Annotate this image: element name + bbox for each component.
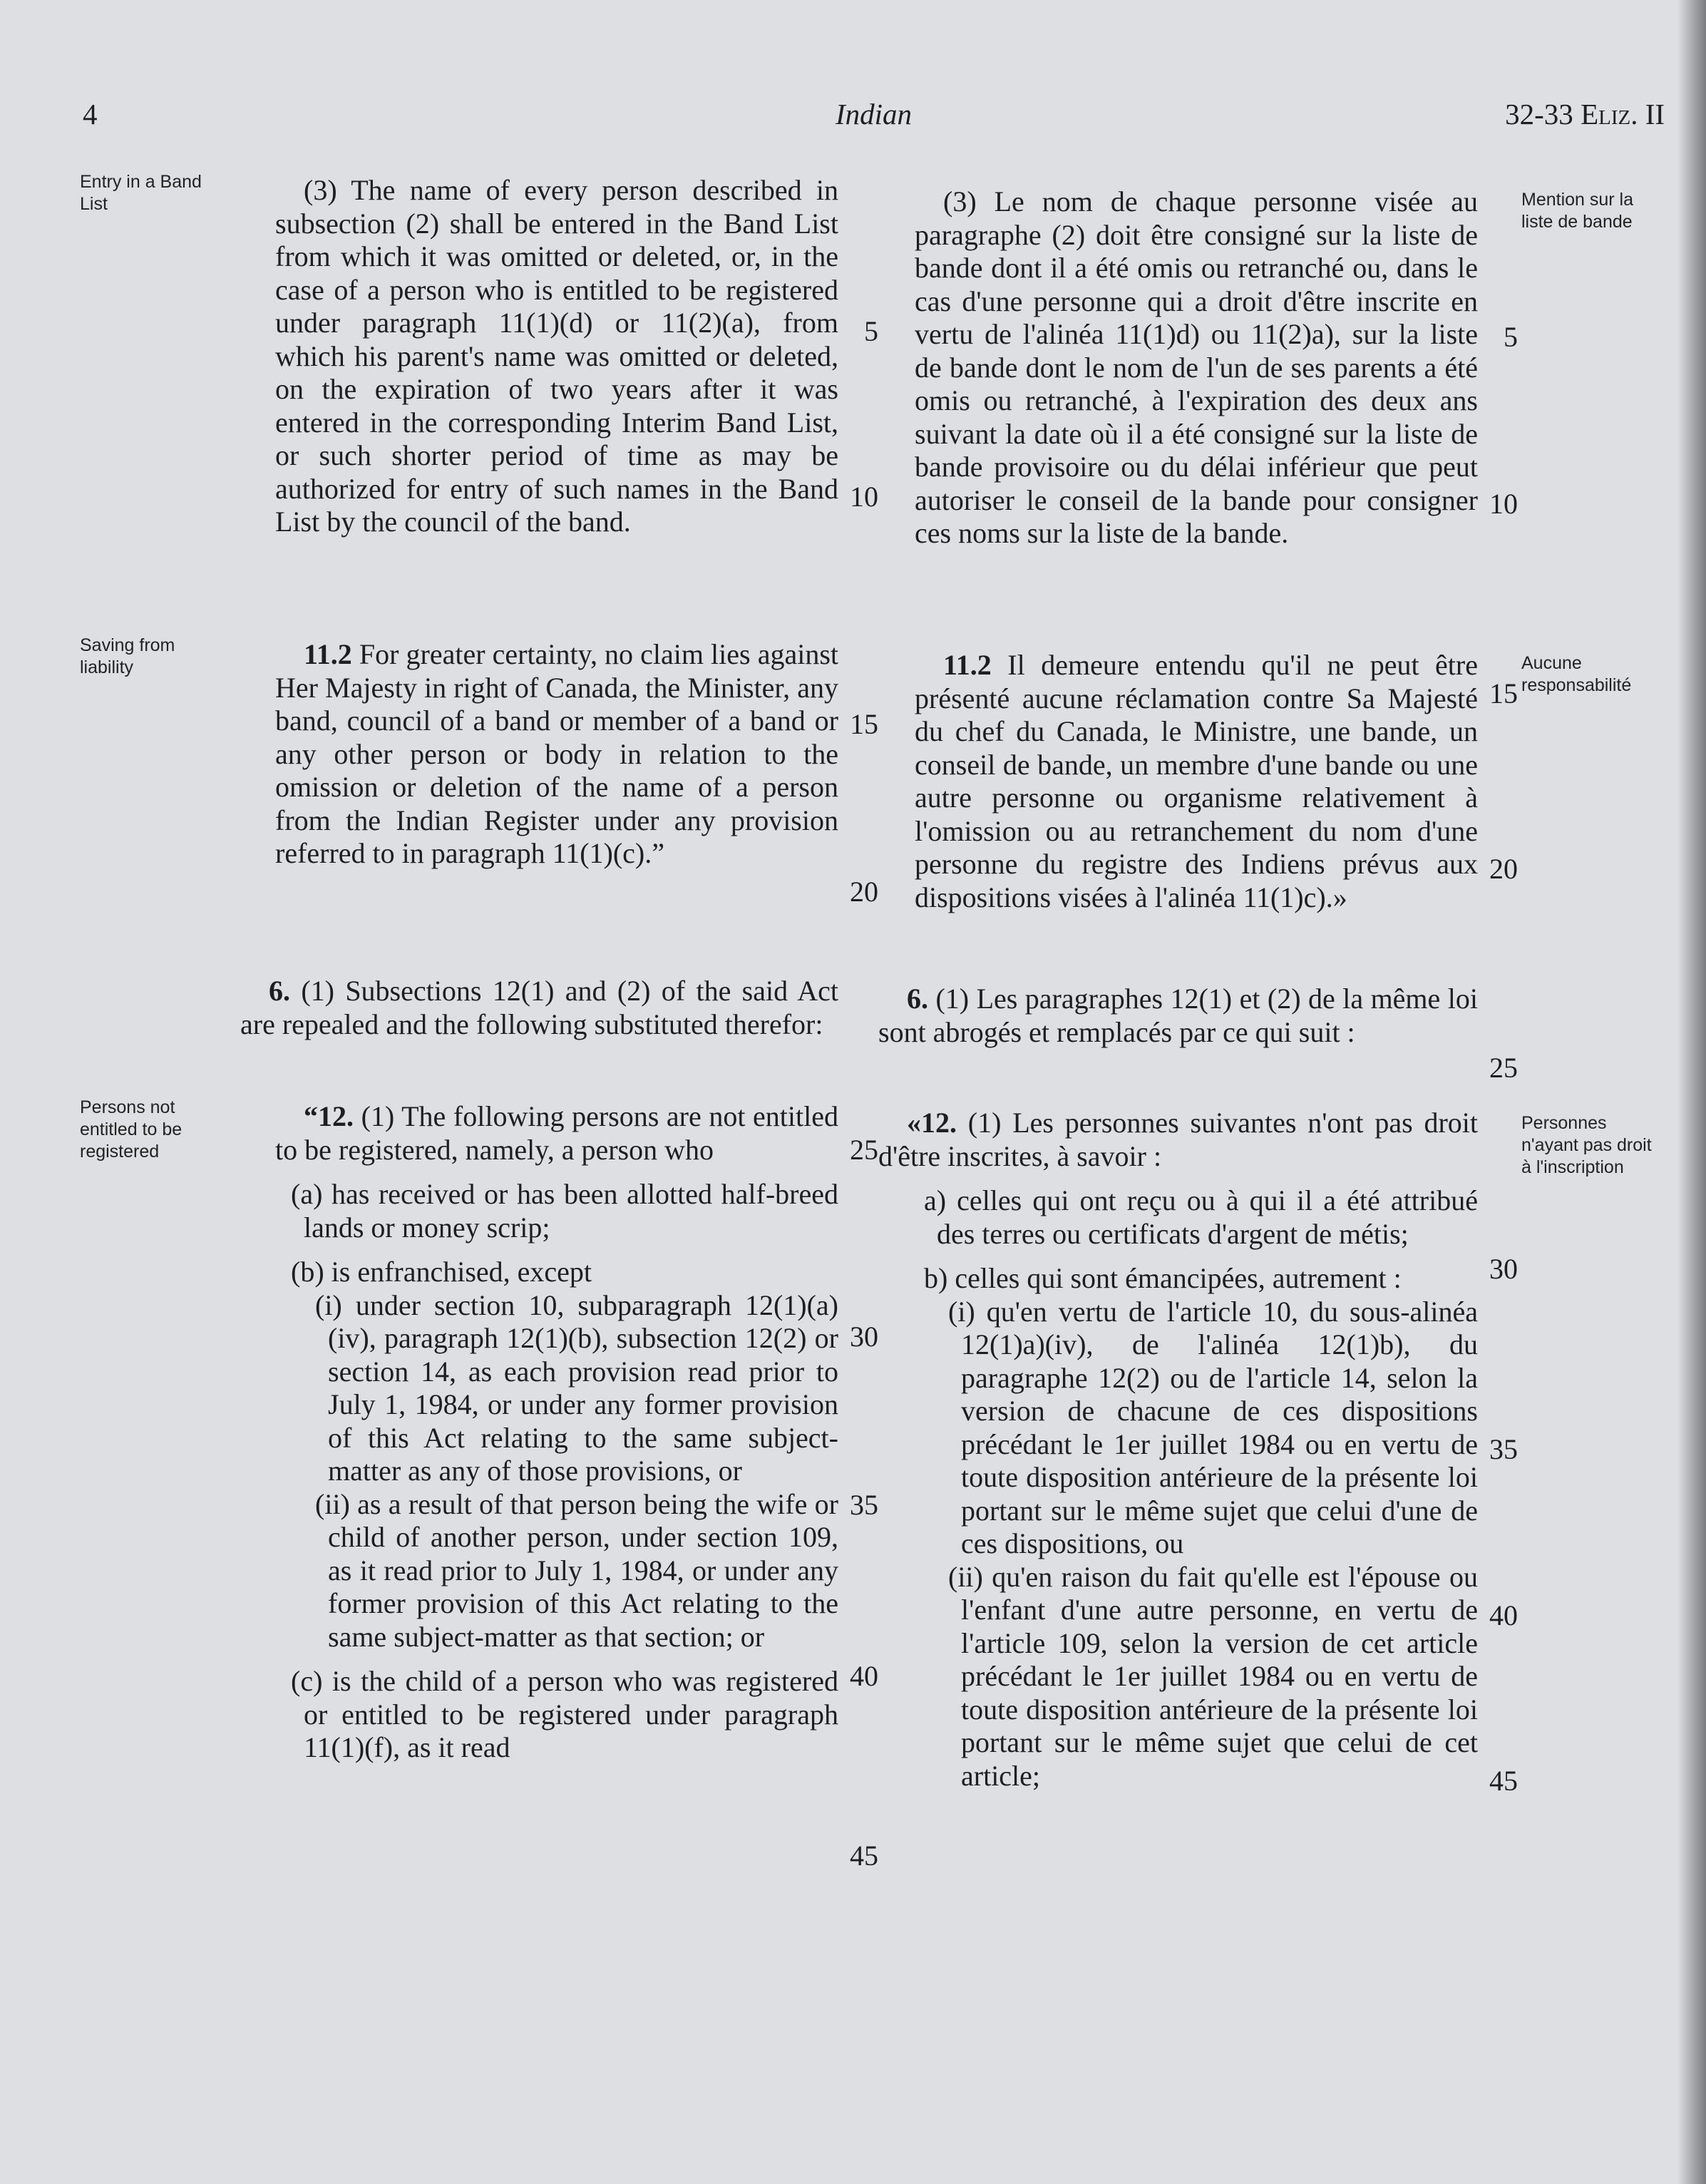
english-s12-a: (a) has received or has been allotted half-breed lands or money scrip; [291, 1178, 838, 1244]
english-s12-b-i: (i) under section 10, subparagraph 12(1)(a)(iv), paragraph 12(1)(b), subsection 12(2) or section 14, as each provision read prior to July 1, 1984, or under any former provision of this Act relating to the same subject-matter as any of those provisions, or [315, 1288, 838, 1487]
line-number-en-30: 30 [850, 1321, 878, 1353]
line-number-en-15: 15 [850, 708, 878, 740]
english-s6-text: (1) Subsections 12(1) and (2) of the said Act are repealed and the following substituted therefor: [240, 975, 838, 1040]
french-s12-b-ii: (ii) qu'en raison du fait qu'elle est l'épouse ou l'enfant d'une autre personne, en vertu de l'article 109, selon la version de cet article précédant le 1er juillet 1984 ou en vertu de toute disposition antérieure de la présente loi portant sur le même sujet que celui de cet article; [948, 1560, 1478, 1792]
english-s6-number: 6. [269, 975, 290, 1007]
line-number-en-5: 5 [864, 315, 878, 347]
french-section-6 [878, 983, 1478, 1049]
english-s12-number: “12. [304, 1100, 354, 1132]
line-number-fr-45: 45 [1489, 1765, 1518, 1797]
french-s12-number: «12. [907, 1107, 957, 1139]
line-number-fr-5: 5 [1504, 321, 1518, 353]
regnal-year-reign: Eliz. II [1581, 98, 1665, 130]
french-s12-text: (1) Les personnes suivantes n'ont pas droit d'être inscrites, à savoir : [878, 1107, 1478, 1172]
regnal-year-number: 32-33 [1505, 98, 1581, 130]
english-s3-text: (3) The name of every person described in subsection (2) shall be entered in the Band List from which it was omitted or deleted, or, in the case of a person who is entitled to be registered under paragraph 11(1)(d) or 11(2)(a), from which his parent's name was omitted or deleted, on the expiration of two years after it was entered in the corresponding Interim Band List, or such shorter period of time as may be authorized for entry of such names in the Band List by the council of the band. [275, 174, 838, 538]
english-section-6 [240, 975, 838, 1041]
english-section-12 [275, 1100, 838, 1765]
english-s12-b-ii: (ii) as a result of that person being the wife or child of another person, under section 109, as it read prior to July 1, 1984, or under any former provision of this Act relating to the same subject-matter as that section; or [315, 1487, 838, 1653]
english-section-11-2 [275, 638, 838, 871]
french-s6-text: (1) Les paragraphes 12(1) et (2) de la même loi sont abrogés et remplacés par ce qui suit : [878, 983, 1478, 1048]
page-number: 4 [83, 98, 98, 130]
english-s12-c: (c) is the child of a person who was registered or entitled to be registered under paragraph 11(1)(f), as it read [291, 1665, 838, 1763]
french-s112-number: 11.2 [943, 649, 992, 681]
margin-note-aucune-responsabilite: Aucune responsabilité [1521, 653, 1632, 695]
regnal-year [1505, 100, 1665, 129]
line-number-fr-25: 25 [1489, 1052, 1518, 1084]
french-s6-number: 6. [907, 983, 928, 1015]
english-s112-number: 11.2 [304, 638, 352, 670]
line-number-fr-20: 20 [1489, 853, 1518, 885]
margin-note-entry-band-list: Entry in a Band List [80, 172, 202, 214]
line-number-en-40: 40 [850, 1660, 878, 1692]
french-section-11-2 [915, 649, 1478, 914]
line-number-fr-40: 40 [1489, 1599, 1518, 1631]
line-number-fr-35: 35 [1489, 1433, 1518, 1465]
line-number-fr-30: 30 [1489, 1253, 1518, 1285]
french-s12-a: a) celles qui ont reçu ou à qui il a été attribué des terres ou certificats d'argent de métis; [924, 1184, 1478, 1250]
line-number-fr-15: 15 [1489, 677, 1518, 709]
french-s112-text: Il demeure entendu qu'il ne peut être présenté aucune réclamation contre Sa Majesté du chef du Canada, le Ministre, une bande, un conseil de bande, un membre d'une bande ou une autre personne ou organisme relativement à l'omission ou au retranchement du nom d'une personne du registre des Indiens prévus aux dispositions visées à l'alinéa 11(1)c).» [915, 649, 1478, 913]
french-subsection-3 [915, 185, 1478, 550]
french-s12-b-i: (i) qu'en vertu de l'article 10, du sous-alinéa 12(1)a)(iv), de l'alinéa 12(1)b), du paragraphe 12(2) ou de l'article 14, selon la version de chacune de ces dispositions précédant le 1er juillet 1984 ou en vertu de toute disposition antérieure de la présente loi portant sur le même sujet que celui d'une de ces dispositions, ou [948, 1295, 1478, 1559]
margin-note-personnes-sans-droit: Personnes n'ayant pas droit à l'inscription [1521, 1113, 1652, 1177]
margin-note-mention-liste: Mention sur la liste de bande [1521, 190, 1634, 232]
line-number-en-35: 35 [850, 1489, 878, 1521]
margin-note-persons-not-entitled: Persons not entitled to be registered [80, 1097, 183, 1162]
french-s3-text: (3) Le nom de chaque personne visée au paragraphe (2) doit être consigné sur la liste de bande dont il a été omis ou retranché ou, dans le cas d'une personne qui a droit d'être inscrite en vertu de l'alinéa 11(1)d) ou 11(2)a), sur la liste de bande dont le nom de l'un de ses parents a été omis ou retranché, à l'expiration des deux ans suivant la date où il a été consigné sur la liste de bande provisoire ou du délai inférieur que peut autoriser le conseil de la bande pour consigner ces noms sur la liste de la bande. [915, 185, 1478, 549]
margin-note-saving-liability: Saving from liability [80, 635, 175, 677]
running-title: Indian [836, 98, 913, 130]
french-s12-b: b) celles qui sont émancipées, autrement : [924, 1262, 1402, 1294]
english-s12-b: (b) is enfranchised, except [291, 1256, 592, 1288]
english-subsection-3 [275, 174, 838, 539]
english-s112-text: For greater certainty, no claim lies against Her Majesty in right of Canada, the Minister, any band, council of a band or member of a band or any other person or body in relation to the omission or deletion of the name of a person from the Indian Register under any provision referred to in paragraph 11(1)(c).” [275, 638, 838, 869]
line-number-en-10: 10 [850, 481, 878, 513]
line-number-en-45: 45 [850, 1840, 878, 1872]
french-section-12 [878, 1107, 1478, 1793]
page-binding-shadow [1677, 0, 1706, 2184]
line-number-en-25: 25 [850, 1134, 878, 1166]
english-s12-text: (1) The following persons are not entitled to be registered, namely, a person who [275, 1100, 838, 1166]
line-number-en-20: 20 [850, 876, 878, 908]
line-number-fr-10: 10 [1489, 488, 1518, 520]
